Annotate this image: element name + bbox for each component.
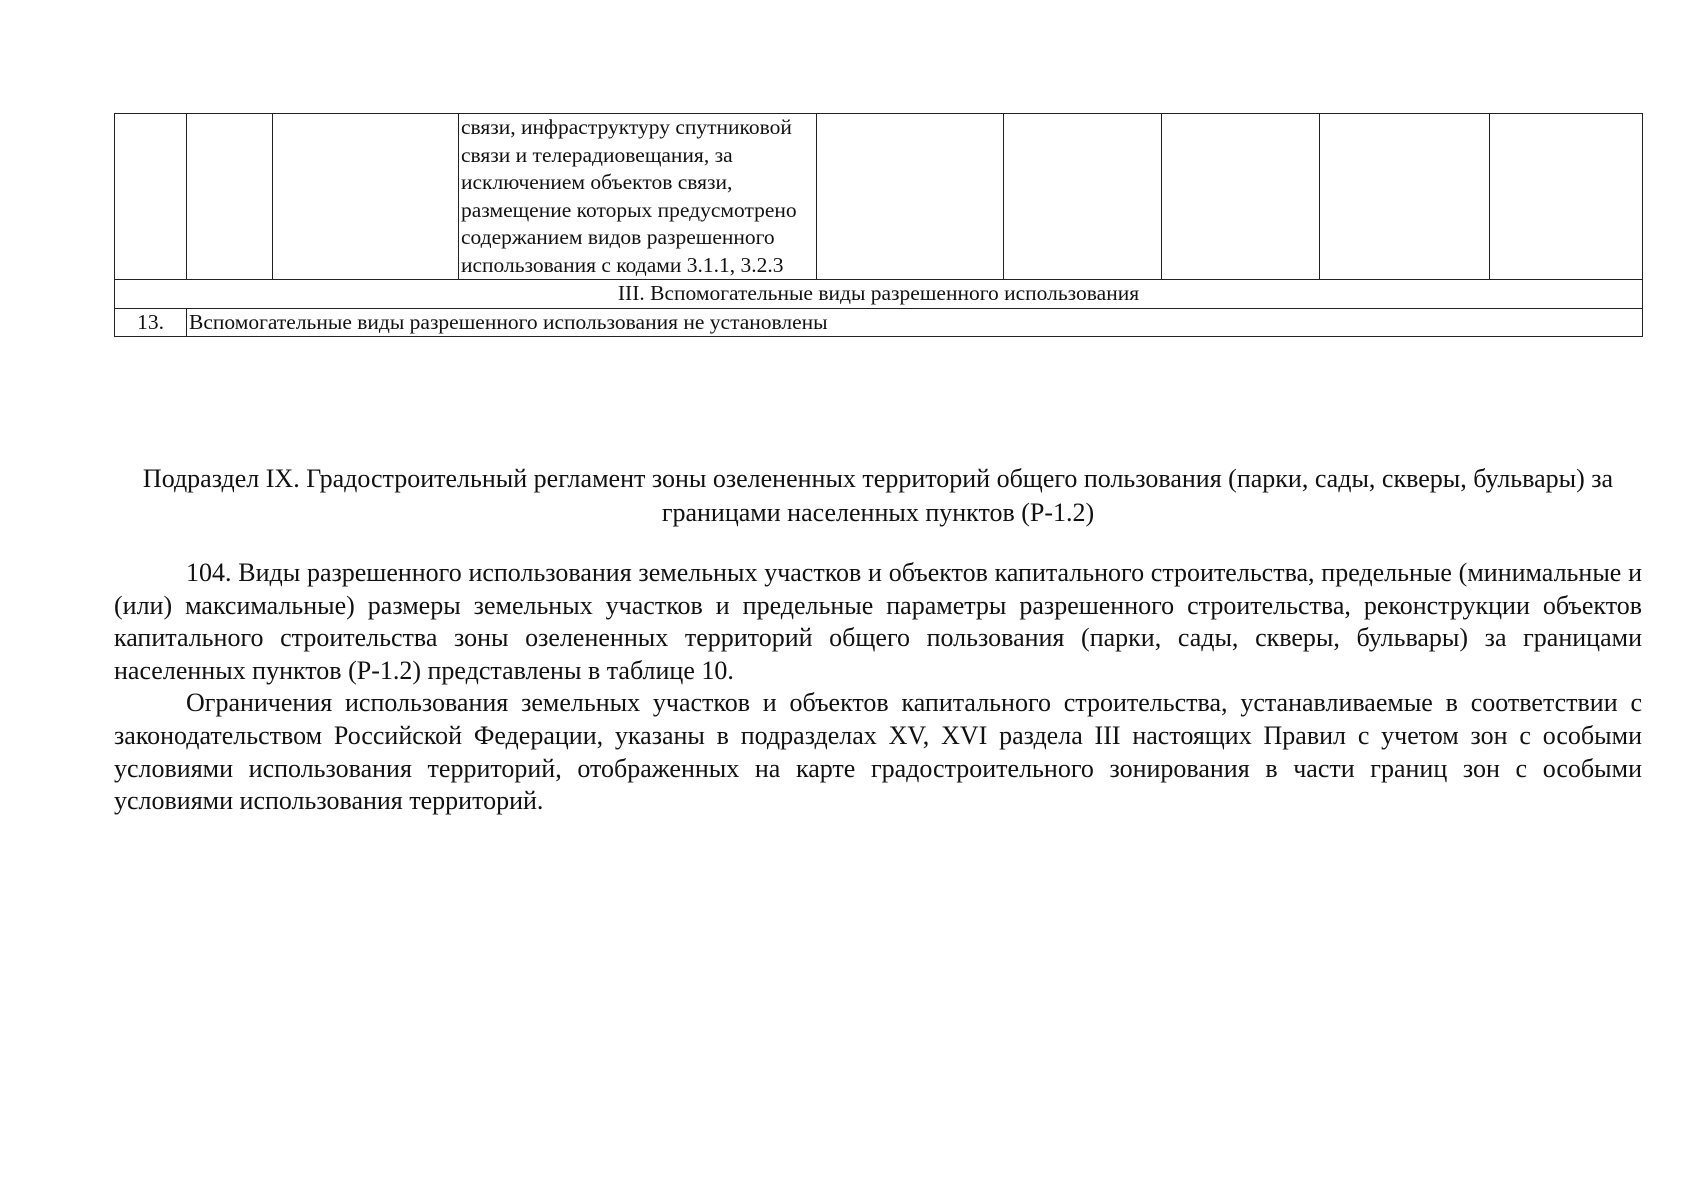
table-cell-number xyxy=(115,114,187,280)
table-cell-param xyxy=(1490,114,1643,280)
table-row-13 xyxy=(115,308,1643,337)
table-cell-param xyxy=(1004,114,1162,280)
row-text-cell: Вспомогательные виды разрешенного использования не установлены xyxy=(187,308,1643,337)
body-text xyxy=(114,557,1642,818)
paragraph-restrictions: Ограничения использования земельных участков и объектов капитального строительства, устанавливаемые в соответствии с законодательством Российской Федерации, указаны в подразделах XV, XVI раздела III настоящих Правил с учетом зон с особыми условиями использования территорий, отображенных на карте градостроительного зонирования в части границ зон с особыми условиями использования территорий. xyxy=(114,688,1642,816)
table-cell-param xyxy=(817,114,1004,280)
row-number-cell: 13. xyxy=(115,308,187,337)
section-header-cell: III. Вспомогательные виды разрешенного использования xyxy=(115,280,1643,309)
subsection-heading: Подраздел IX. Градостроительный регламент зоны озелененных территорий общего пользования (парки, сады, скверы, бульвары) за границами населенных пунктов (Р-1.2) xyxy=(142,464,1614,527)
regulation-table xyxy=(114,113,1643,337)
table-cell-code xyxy=(187,114,273,280)
table-row-continued xyxy=(115,114,1643,280)
table-row-section-header xyxy=(115,280,1643,309)
table-cell-param xyxy=(1162,114,1320,280)
table-cell-name xyxy=(273,114,459,280)
paragraph-104: 104. Виды разрешенного использования земельных участков и объектов капитального строительства, предельные (минимальные и (или) максимальные) размеры земельных участков и предельные параметры разрешенного строительства, реконструкции объектов капитального строительства зоны озелененных территорий общего пользования (парки, сады, скверы, бульвары) за границами населенных пунктов (Р-1.2) представлены в таблице 10. xyxy=(114,558,1642,685)
table-cell-description: связи, инфраструктуру спутниковой связи и телерадиовещания, за исключением объектов связи, размещение которых предусмотрено содержанием видов разрешенного использования с кодами 3.1.1, 3.2.3 xyxy=(459,114,817,280)
table-cell-param xyxy=(1320,114,1490,280)
